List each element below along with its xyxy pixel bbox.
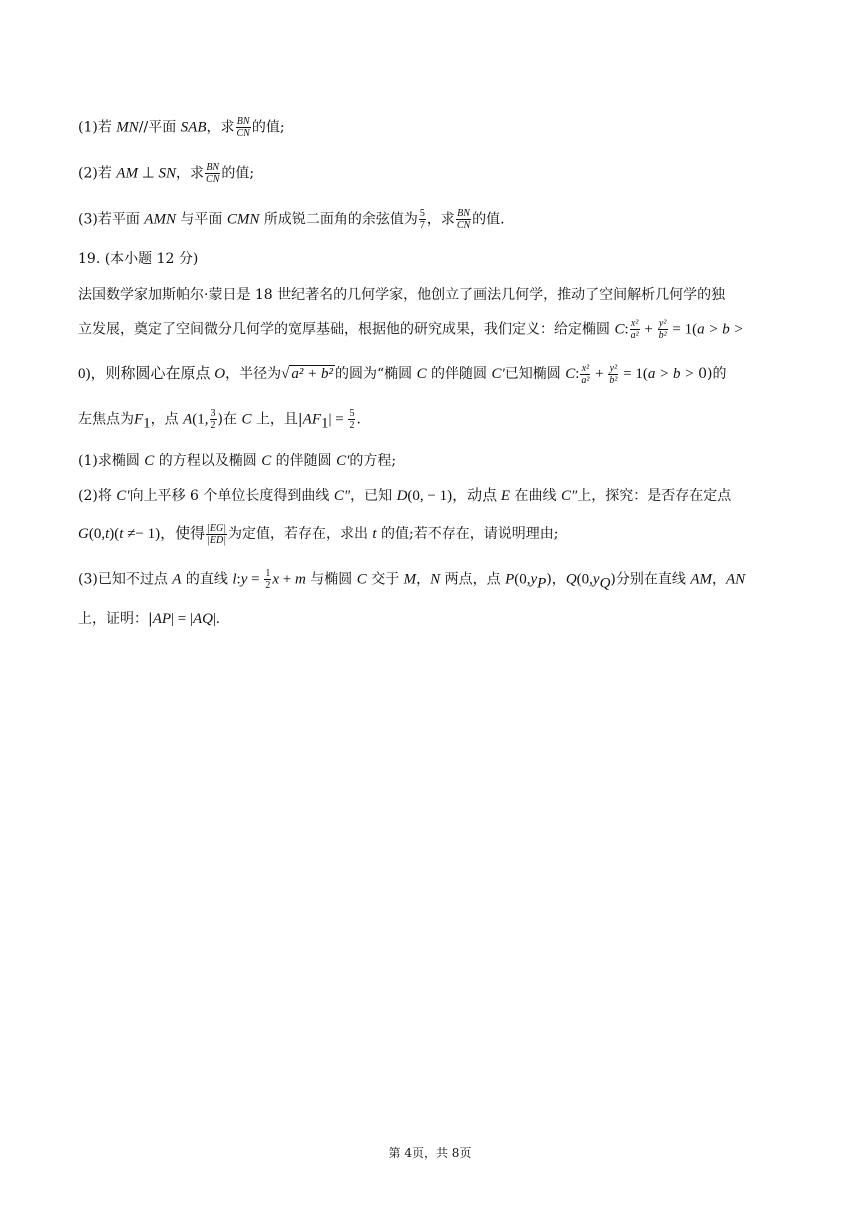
text: 的值. (472, 211, 505, 228)
fraction (630, 318, 640, 341)
math: + (279, 571, 295, 588)
math: AM (690, 571, 713, 588)
text: ，点 (150, 411, 184, 428)
text: 0)，则称圆心在原点 (78, 366, 215, 382)
fraction (236, 116, 251, 139)
math: (0, (576, 571, 593, 588)
math: O (214, 366, 226, 382)
text: . (356, 411, 361, 428)
math: y (592, 571, 600, 588)
text: (2)若 (78, 165, 117, 182)
text: 为定值，若存在，求出 (227, 526, 373, 542)
math: y (240, 571, 248, 588)
math: (0, − 1)，动点 (407, 488, 501, 504)
numerator: BN (206, 162, 220, 173)
numerator: 5 (349, 408, 355, 419)
text: 的伴随圆 (271, 453, 337, 469)
sqrt (281, 366, 335, 383)
math: = (247, 571, 264, 588)
text: (3)若平面 (78, 211, 145, 228)
math: ⊥ (137, 165, 159, 182)
math: P (505, 571, 515, 588)
numerator: y² (658, 318, 667, 329)
radical-sign: √ (281, 366, 290, 382)
text: 的值;若不存在，请说明理由; (376, 526, 559, 542)
math: C″ (333, 488, 351, 504)
math: |. (213, 611, 220, 627)
math: (1, (192, 411, 209, 428)
text: ， (712, 571, 727, 588)
math: F (134, 411, 144, 428)
text: 所成锐二面角的余弦值为 (259, 211, 418, 228)
subscript: 1 (143, 415, 151, 432)
text: ，已知 (350, 488, 397, 504)
text: )分别在直线 (610, 571, 691, 588)
math: C′ (491, 366, 505, 382)
math: | = | (171, 611, 194, 627)
math: : (624, 321, 629, 338)
math: AP (152, 611, 172, 627)
math: | = (328, 411, 348, 428)
math: AF (302, 411, 321, 428)
math: + (591, 366, 608, 382)
math: )( (109, 526, 120, 542)
text: 两点，点 (440, 571, 506, 588)
denominator: |ED| (207, 534, 226, 546)
fraction (348, 408, 355, 431)
text: 已知椭圆 (504, 366, 566, 382)
text: 上，证明：| (78, 611, 153, 627)
math: G (78, 526, 89, 542)
math: C (144, 453, 155, 469)
text: )在 (217, 411, 242, 428)
math: AN (726, 571, 746, 588)
q18-part3 (78, 208, 790, 231)
math: m (294, 571, 306, 588)
denominator: a² (581, 374, 590, 386)
text: 立发展，奠定了空间微分几何学的宽厚基础，根据他的研究成果，我们定义：给定椭圆 (78, 321, 615, 338)
denominator: b² (609, 374, 618, 386)
math: x (272, 571, 280, 588)
radicand: a² + b² (291, 366, 333, 382)
text: 的值; (251, 119, 285, 136)
q18-part2 (78, 162, 790, 185)
fraction (658, 318, 668, 341)
math: E (500, 488, 511, 504)
page-footer: 第 4页，共 8页 (388, 1146, 472, 1160)
text: ，半径为 (225, 366, 282, 382)
denominator: CN (236, 128, 250, 139)
text: ，求 (176, 165, 205, 182)
q19-part2-line1 (78, 484, 790, 505)
numerator: x² (581, 362, 590, 374)
numerator: y² (609, 362, 618, 374)
text: 的值; (221, 165, 255, 182)
text: (2)将 (78, 488, 117, 504)
numerator: 3 (210, 408, 216, 419)
q19-part3-line1 (78, 568, 790, 592)
q19-intro-line2 (78, 318, 790, 341)
math: y (530, 571, 538, 588)
math: A (172, 571, 182, 588)
math: C (356, 571, 367, 588)
text: 的方程以及椭圆 (154, 453, 262, 469)
fraction (580, 363, 590, 386)
fraction (419, 208, 426, 231)
fraction (210, 408, 217, 431)
math: D (396, 488, 408, 504)
math: C′ (116, 488, 130, 504)
denominator: 2 (265, 580, 271, 591)
math: + (640, 321, 657, 338)
math: a > b > (647, 366, 699, 382)
math: C (416, 366, 427, 382)
q19-heading: 19. (本小题 12 分) (78, 251, 199, 267)
math: C″ (560, 488, 578, 504)
math: C (565, 366, 576, 382)
text: 的方程; (349, 453, 397, 469)
text: 上，探究：是否存在定点 (577, 488, 732, 504)
denominator: 2 (210, 420, 216, 431)
text: 与椭圆 (305, 571, 357, 588)
denominator: b² (658, 330, 667, 341)
math: Q (565, 571, 577, 588)
text: (1)若 (78, 119, 117, 136)
q19-part3-line2 (78, 608, 790, 628)
math: a > b > (697, 321, 744, 338)
math: C′ (336, 453, 350, 469)
numerator: BN (236, 116, 250, 127)
math: ≠− 1)，使得 (123, 526, 206, 542)
math: MN (116, 119, 139, 136)
math: (0, (88, 526, 106, 542)
numerator: |EG| (207, 522, 226, 534)
text: //平面 (138, 119, 181, 136)
math: : (236, 571, 241, 588)
numerator: BN (457, 208, 470, 219)
math: AMN (144, 211, 176, 228)
denominator: CN (456, 220, 471, 231)
math: t (372, 526, 377, 542)
text: 向上平移 6 个单位长度得到曲线 (129, 488, 334, 504)
fraction (264, 568, 271, 591)
numerator: 5 (419, 208, 425, 219)
math: N (430, 571, 441, 588)
math: AQ (193, 611, 214, 627)
math: t (105, 526, 110, 542)
denominator: 7 (419, 220, 425, 231)
text: (1)求椭圆 (78, 453, 145, 469)
denominator: CN (206, 174, 220, 185)
math: : (575, 366, 580, 382)
text: 在曲线 (510, 488, 561, 504)
text: ， (416, 571, 431, 588)
math: C (614, 321, 625, 338)
q19-part2-line2 (78, 522, 790, 546)
math: l (232, 571, 237, 588)
fraction (206, 523, 227, 546)
math: CMN (226, 211, 260, 228)
math: SN (158, 165, 177, 182)
q19-intro-line3 (78, 362, 790, 386)
q18-part1 (78, 116, 790, 139)
math: C (241, 411, 252, 428)
fraction (456, 208, 471, 231)
text: )， (546, 571, 566, 588)
math: A (183, 411, 193, 428)
numerator: x² (630, 318, 639, 329)
q19-intro-line4 (78, 408, 790, 432)
text: 与平面 (175, 211, 227, 228)
text: ，求 (426, 211, 455, 228)
q19-intro-line1: 法国数学家加斯帕尔·蒙日是 18 世纪著名的几何学家，他创立了画法几何学，推动了空间解析几何学的独 (78, 287, 726, 303)
denominator: 2 (349, 420, 355, 431)
text: 交于 (366, 571, 404, 588)
math: C (261, 453, 272, 469)
math: = 1( (668, 321, 698, 338)
math: M (403, 571, 417, 588)
math: (0, (514, 571, 531, 588)
text: 的圆为“椭圆 (334, 366, 417, 382)
math: SAB (180, 119, 207, 136)
text: ，求 (206, 119, 235, 136)
math: AM (116, 165, 138, 182)
text: 的直线 (181, 571, 233, 588)
fraction (205, 162, 220, 185)
subscript: Q (599, 575, 611, 592)
fraction (608, 363, 618, 386)
q19-part1 (78, 450, 790, 470)
math: t (119, 526, 124, 542)
text: 上，且| (251, 411, 303, 428)
text: (3)已知不过点 (78, 571, 173, 588)
math: = 1( (619, 366, 648, 382)
numerator: 1 (265, 568, 271, 579)
subscript: 1 (320, 415, 329, 432)
denominator: a² (630, 330, 639, 341)
subscript: P (537, 575, 547, 592)
text: 的伴随圆 (426, 366, 492, 382)
text: 0)的 (698, 366, 727, 382)
text: 左焦点为 (78, 411, 134, 428)
